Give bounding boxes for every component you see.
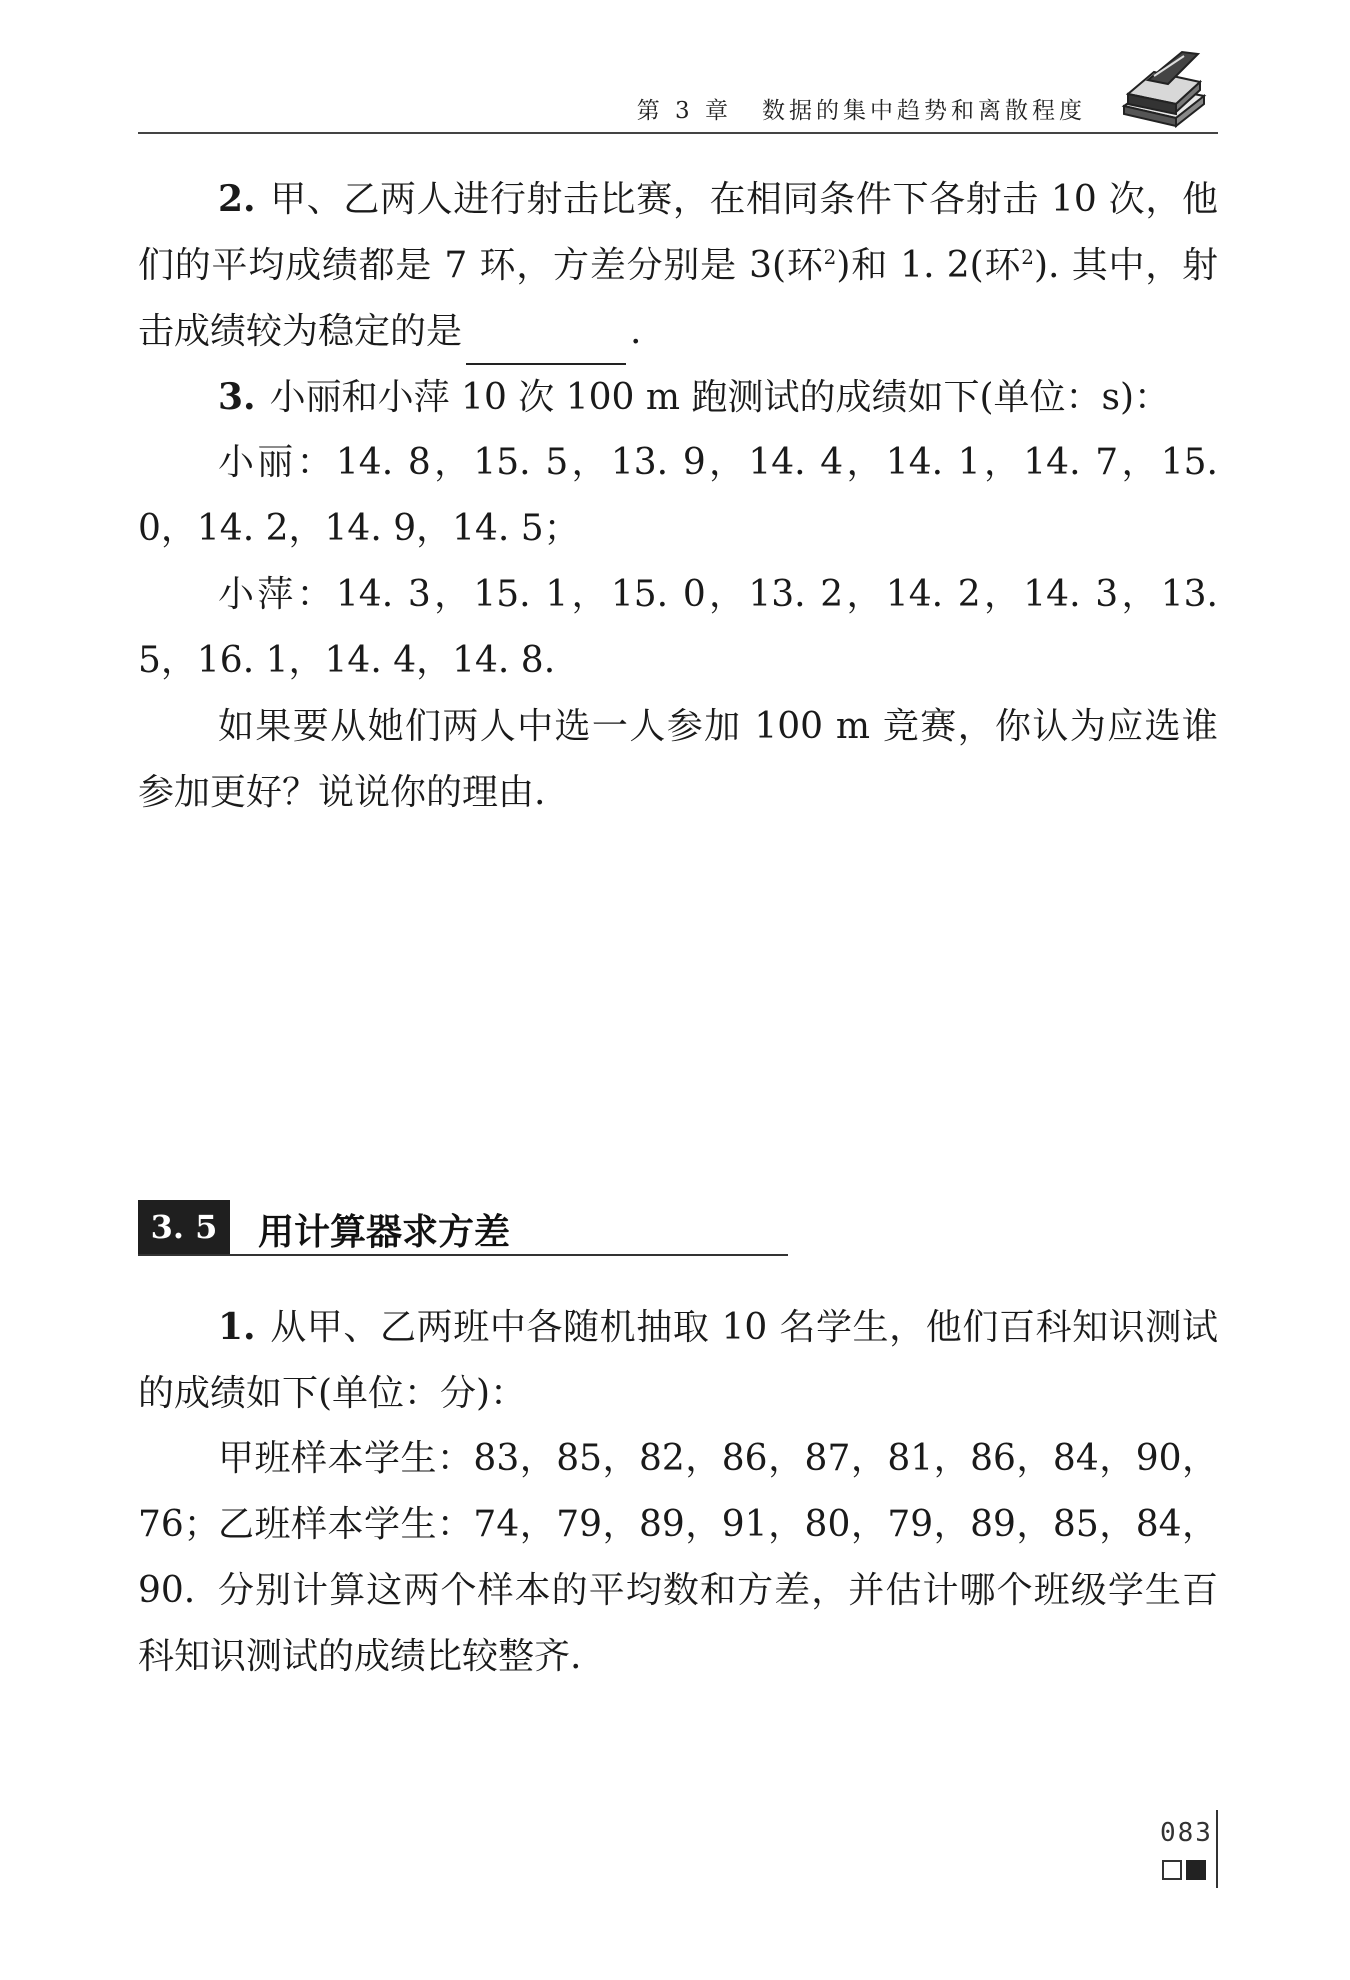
section-number-badge: 3. 5 — [138, 1200, 230, 1254]
page-number-rule — [1216, 1810, 1218, 1888]
section-problem-1-intro-text: 从甲、乙两班中各随机抽取 10 名学生，他们百科知识测试的成绩如下(单位：分)： — [138, 1307, 1218, 1414]
problem-2-text-c: ). 其中，射击成绩较为稳定的是 — [138, 245, 1219, 352]
section-rule — [138, 1254, 788, 1256]
problem-2 — [138, 166, 1218, 365]
xiaoli-values: 14. 8，15. 5，13. 9，14. 4，14. 1，14. 7，15. 0，14. 2，14. 9，14. 5； — [138, 442, 1218, 549]
section-problem-1-question-text: 分别计算这两个样本的平均数和方差，并估计哪个班级学生百科知识测试的成绩比较整齐. — [138, 1570, 1218, 1677]
problem-3-intro-text: 小丽和小萍 10 次 100 m 跑测试的成绩如下(单位：s)： — [269, 377, 1171, 418]
solid-square-icon — [1186, 1860, 1206, 1880]
header-rule — [138, 132, 1218, 134]
chapter-title: 数据的集中趋势和离散程度 — [762, 98, 1086, 124]
section-title: 用计算器求方差 — [258, 1211, 511, 1253]
answer-blank[interactable] — [466, 323, 626, 365]
superscript: 2 — [1021, 245, 1034, 269]
section-problem-1-intro — [138, 1294, 1218, 1427]
class-jia-values: 83，85，82，86，87，81，86，84，90，76； — [138, 1438, 1218, 1545]
page-number: 083 — [1160, 1818, 1213, 1848]
problem-2-text-end: . — [630, 311, 642, 352]
chapter-label: 第 3 章 — [636, 98, 732, 124]
xiaoping-label: 小萍： — [218, 574, 336, 615]
section-heading — [138, 1200, 788, 1256]
xiaoping-values: 14. 3，15. 1，15. 0，13. 2，14. 2，14. 3，13. 5，16. 1，14. 4，14. 8. — [138, 574, 1218, 681]
problem-3-number: 3. — [218, 376, 256, 418]
problem-2-number: 2. — [218, 178, 256, 220]
problem-2-text-a: 甲、乙两人进行射击比赛，在相同条件下各射击 10 次，他们的平均成绩都是 7 环，方差分别是 3(环 — [138, 179, 1218, 286]
section-problem-1-number: 1. — [218, 1306, 256, 1348]
class-yi-label: 乙班样本学生： — [218, 1504, 474, 1545]
class-jia-label: 甲班样本学生： — [218, 1438, 474, 1479]
problem-3-question — [138, 694, 1218, 826]
problem-3-question-text: 如果要从她们两人中选一人参加 100 m 竞赛，你认为应选谁参加更好？说说你的理由. — [138, 706, 1218, 813]
running-head — [138, 92, 1218, 132]
superscript: 2 — [823, 245, 837, 269]
xiaoli-data — [138, 430, 1218, 562]
section-problem-1-question — [138, 1558, 1218, 1690]
xiaoli-label: 小丽： — [218, 442, 336, 483]
problem-2-text-b: )和 1. 2(环 — [836, 245, 1022, 286]
running-head-text — [637, 92, 1086, 125]
hollow-square-icon — [1162, 1860, 1182, 1880]
xiaoping-data — [138, 562, 1218, 694]
book-icon — [1118, 46, 1210, 128]
problem-3-intro — [138, 364, 1218, 431]
page-marker — [1162, 1858, 1222, 1884]
class-yi-values: 74，79，89，91，80，79，89，85，84，90. — [138, 1504, 1218, 1611]
